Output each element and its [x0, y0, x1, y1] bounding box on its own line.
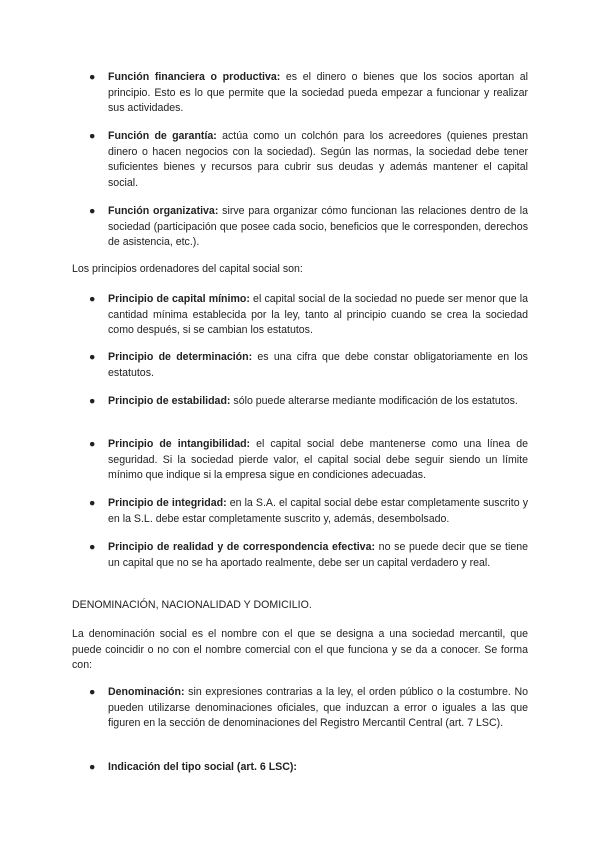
list-item	[89, 70, 528, 117]
list-item	[89, 129, 528, 191]
bullet-icon: ●	[89, 438, 96, 450]
denominacion-paragraph: La denominación social es el nombre con el que se designa a una sociedad mercantil, que puede coincidir o no con el nombre comercial con el que funciona y se da a conocer. Se forma con:	[72, 628, 528, 672]
item-text: es una cifra que debe constar obligatoriamente en los estatutos.	[108, 351, 528, 379]
bullet-icon: ●	[89, 71, 96, 83]
item-term: Función organizativa:	[108, 205, 219, 217]
bullet-icon: ●	[89, 293, 96, 305]
list-item	[89, 204, 528, 251]
list-item	[89, 540, 528, 571]
item-term: Principio de integridad:	[108, 497, 227, 509]
item-term: Función financiera o productiva:	[108, 71, 281, 83]
bullet-icon: ●	[89, 497, 96, 509]
item-term: Denominación:	[108, 686, 185, 698]
item-text: en la S.A. el capital social debe estar completamente suscrito y en la S.L. debe estar completamente suscrito y, además, desembolsado.	[108, 497, 528, 525]
item-term: Principio de capital mínimo:	[108, 293, 250, 305]
item-text: no se puede decir que se tiene un capital que no se ha aportado realmente, debe ser un capital verdadero y real.	[108, 541, 528, 569]
list-item	[89, 394, 528, 410]
item-term: Principio de realidad y de correspondencia efectiva:	[108, 541, 375, 553]
bullet-icon: ●	[89, 541, 96, 553]
list-item	[89, 350, 528, 381]
item-term: Principio de determinación:	[108, 351, 253, 363]
list-item	[89, 760, 528, 776]
list-item	[89, 685, 528, 732]
list-item	[89, 437, 528, 484]
item-text: sirve para organizar cómo funcionan las relaciones dentro de la sociedad (participación que posee cada socio, beneficios que le corresponden, derechos de asistencia, etc.).	[108, 205, 528, 249]
list-item	[89, 496, 528, 527]
item-term: Función de garantía:	[108, 130, 217, 142]
item-text: es el dinero o bienes que los socios aportan al principio. Esto es lo que permite que la sociedad pueda empezar a funcionar y realizar sus actividades.	[108, 71, 528, 115]
item-text: sólo puede alterarse mediante modificación de los estatutos.	[230, 395, 518, 407]
item-term: Indicación del tipo social (art. 6 LSC):	[108, 761, 297, 773]
bullet-icon: ●	[89, 205, 96, 217]
section-heading: DENOMINACIÓN, NACIONALIDAD Y DOMICILIO.	[72, 599, 312, 611]
principles-intro: Los principios ordenadores del capital social son:	[72, 263, 303, 275]
list-item	[89, 292, 528, 339]
bullet-icon: ●	[89, 395, 96, 407]
item-text: el capital social de la sociedad no puede ser menor que la cantidad mínima establecida por la ley, tanto al principio cuando se crea la sociedad como después, si se cambian los estatutos.	[108, 293, 528, 337]
bullet-icon: ●	[89, 761, 96, 773]
item-text: el capital social debe mantenerse como una línea de seguridad. Si la sociedad pierde valor, el capital social debe seguir siendo un límite mínimo que indique si la empresa sigue en condiciones adecuadas.	[108, 438, 528, 482]
bullet-icon: ●	[89, 130, 96, 142]
item-text: actúa como un colchón para los acreedores (quienes prestan dinero o hacen negocios con la sociedad). Según las normas, la sociedad debe tener suficientes bienes y recursos para cubrir sus deudas y además mantener el capital social.	[108, 130, 528, 189]
item-term: Principio de intangibilidad:	[108, 438, 251, 450]
bullet-icon: ●	[89, 351, 96, 363]
item-text: sin expresiones contrarias a la ley, el orden público o la costumbre. No pueden utilizarse denominaciones oficiales, que induzcan a error o iguales a las que figuren en la sección de denominaciones del Registro Mercantil Central (art. 7 LSC).	[108, 686, 528, 730]
item-term: Principio de estabilidad:	[108, 395, 231, 407]
bullet-icon: ●	[89, 686, 96, 698]
